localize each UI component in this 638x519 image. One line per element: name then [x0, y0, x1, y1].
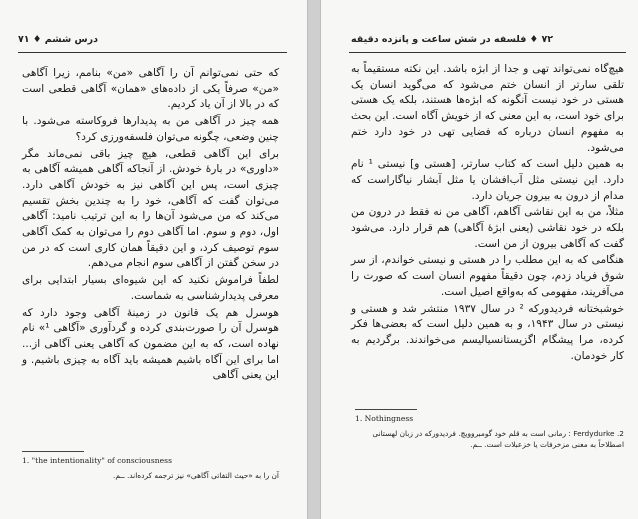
footnote-persian: آن را به «حیث التفاتی آگاهی» نیز ترجمه کرده‌اند. ــم. [113, 471, 279, 480]
book-gutter [308, 0, 320, 519]
left-page [0, 0, 308, 519]
paragraph: به همین دلیل است که کتاب سارتر، [هستی و] نیستی ¹ نام دارد. این نیستی مثل آب‌افشان یا مثل آبشار نیاگاراست که مدام از درون به بیرون جریان دارد. [351, 158, 624, 202]
header-rule [349, 52, 626, 53]
header-rule [18, 52, 287, 53]
footnote-english: 1. "the intentionality" of consciousness [22, 456, 172, 465]
page-body [351, 62, 624, 365]
paragraph: همه چیز در آگاهی من به پدیدارها فروکاسته می‌شود. با چنین وضعی، چگونه می‌توان فلسفه‌ورزی کرد؟ [22, 115, 279, 143]
paragraph: هوسرل هم یک قانون در زمینهٔ آگاهی وجود دارد که هوسرل آن را صورت‌بندی کرده و گردآوری «آگاهی ¹» نام نهاده است، که به این مضمون که آگاهی یعنی آگاهی از... اما برای این آگاه باشیم همیشه باید آگاه به چیزی باشیم. و این یعنی آگاهی [22, 306, 279, 382]
right-page [320, 0, 638, 519]
paragraph: لطفاً فراموش نکنید که این شیوه‌ای بسیار ابتدایی برای معرفی پدیدارشناسی به شماست. [22, 274, 279, 302]
footnote-english: 1. Nothingness [355, 414, 414, 423]
paragraph: مثلاً، من به این نقاشی آگاهم، آگاهی من نه فقط در درون من بلکه در خود نقاشی (یعنی ابژهٔ آگاهی) هم قرار دارد. می‌شود گفت که آگاهی بیرون از من است. [351, 206, 624, 250]
paragraph: خوشبختانه فردیدورکه ² در سال ۱۹۳۷ منتشر شد و هستی و نیستی در سال ۱۹۴۳، و به همین دلیل است که بعضی‌ها فکر کرده، مرا پیشگام اگزیستانسیالیسم می‌خواندند. برگردیم به کار خودمان. [351, 302, 624, 362]
paragraph: که حتی نمی‌توانم آن را آگاهی «من» بنامم، زیرا آگاهی «من» صرفاً یکی از داده‌های «همان» آگاهی قطعی است که در بالا از آن یاد کردیم. [22, 67, 279, 111]
paragraph: هیچ‌گاه نمی‌تواند تهی و جدا از ابژه باشد. این نکته مستقیماً به تلقی سارتر از انسان ختم می‌شود که می‌گوید انسان یک هستی در خود نیست آنگونه که ابژه‌ها هستند، بلکه یک هستی برای خود است، به این معنی که از خویش آگاه است. این بحث به مفهوم انسان درباره که فضایی تهی در خود دارد ختم می‌شود. [351, 63, 624, 154]
paragraph: هنگامی که به این مطلب را در هستی و نیستی خواندم، از سر شوق فریاد زدم، چون دقیقاً مفهوم انسان است که صورت را می‌آفریند، مفهومی که به‌واقع اصیل است. [351, 254, 624, 298]
page-header: درس ششم ♦ ۷۱ [18, 34, 98, 45]
footnote-rule [22, 451, 84, 452]
footnote-persian: 2. Ferdydurke : رمانی است به قلم خود گومبروویچ. فردیدورکه در زبان لهستانی اصطلاحاً به معنی مزخرفات یا خزعبلات است. ــم. [372, 429, 624, 449]
page-header: ۷۲ ♦ فلسفه در شش ساعت و پانزده دقیقه [351, 34, 554, 45]
page-body [22, 66, 279, 385]
footnote-rule [355, 409, 417, 410]
paragraph: برای این آگاهی قطعی، هیچ چیز باقی نمی‌ماند مگر «داوری» در بارهٔ خودش. از آنجاکه آگاهی همیشه آگاهی به چیزی است، پس این آگاهی نیز به خودش آگاهی دارد. می‌توان گفت که آگاهی، خود را به چندین بخش تقسیم می‌کند که من می‌شود آن‌ها را به این ترتیب نامید: آگاهی اول، دوم و سوم. اما آگاهی دوم را می‌توان به کمک آگاهی سوم توصیف کرد، و این دقیقاً همان کاری است که در من در سخن گفتن از آگاهی سوم انجام می‌دهم. [22, 147, 279, 270]
